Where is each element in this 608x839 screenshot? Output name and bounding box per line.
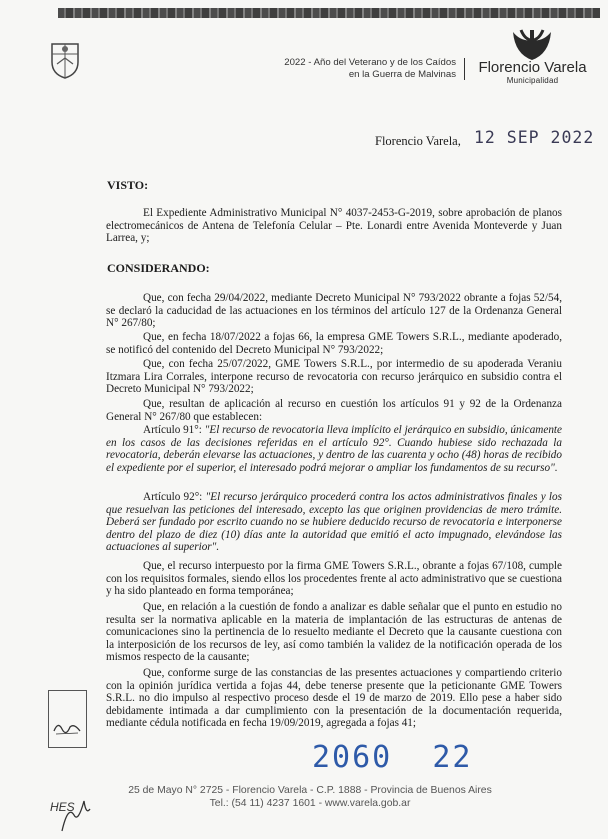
- brand-name: Florencio Varela: [478, 59, 587, 76]
- marginal-signature-icon: [58, 795, 94, 835]
- resolution-number: [312, 740, 473, 775]
- margin-approval-stamp: [48, 690, 87, 748]
- dateline-place: Florencio Varela,: [375, 134, 461, 148]
- considerando-p5: Que, el recurso interpuesto por la firma GME Towers S.R.L., obrante a fojas 67/108, cumple con los requisitos formales, siendo ellos los procedentes frente al acto administrativo que se cuestiona y ha sido planteado en forma temporánea;: [106, 560, 562, 598]
- considerando-p4: Que, resultan de aplicación al recurso en cuestión los artículos 91 y 92 de la Ordenanza General N° 267/80 que establecen:: [106, 398, 562, 423]
- year-slogan: [250, 57, 456, 81]
- scan-top-edge: [58, 8, 600, 18]
- header-divider: [464, 58, 465, 80]
- municipality-brand: [475, 60, 590, 85]
- visto-paragraph: El Expediente Administrativo Municipal N° 4037-2453-G-2019, sobre aprobación de planos electromecánicos de Antena de Telefonía Celular – Pte. Lonardi entre Avenida Monteverde y Juan Larrea, y;: [106, 207, 562, 245]
- slogan-line-2: en la Guerra de Malvinas: [348, 69, 456, 80]
- article-92: [106, 491, 562, 554]
- visto-heading: VISTO:: [107, 178, 149, 192]
- article-91: [106, 424, 562, 474]
- article-92-label: Artículo 92°:: [143, 491, 203, 503]
- footer-address: 25 de Mayo N° 2725 - Florencio Varela - C.P. 1888 - Provincia de Buenos Aires: [128, 785, 492, 796]
- article-91-label: Artículo 91°:: [143, 424, 202, 436]
- considerando-p7: Que, conforme surge de las constancias de las presentes actuaciones y compartiendo criterio con la opinión jurídica vertida a fojas 44, debe tenerse presente que la peticionante GME Towers S.R.L. no dio impulso al respectivo proceso desde el 19 de marzo de 2019. Ello pese a haber sido debidamente intimada a dar cumplimiento con la presentación de la documentación requerida, mediante cédula notificada en fecha 19/09/2019, agregada a fojas 41;: [106, 667, 562, 730]
- article-92-text: "El recurso jerárquico procederá contra los actos administrativos finales y los que resuelvan las peticiones del interesado, excepto las que originen providencias de mero trámite. Deberá ser fundado por escrito cuando no se hubiere deducido recurso de revocatoria e interponerse dentro del plazo de diez (10) días ante la autoridad que emitió el acto impugnado, elevándose las actuaciones al superior".: [106, 491, 562, 554]
- coat-of-arms-icon: [48, 40, 82, 80]
- considerando-p1: Que, con fecha 29/04/2022, mediante Decreto Municipal N° 793/2022 obrante a fojas 52/54, se declaró la caducidad de las actuaciones en los términos del artículo 127 de la Ordenanza General N° 267/80;: [106, 292, 562, 330]
- brand-subtitle: Municipalidad: [506, 76, 559, 85]
- considerando-p6: Que, en relación a la cuestión de fondo a analizar es dable señalar que el punto en estudio no resulta ser la normativa aplicable en la materia de implantación de las estructuras de antenas de comunicaciones sino la pertinencia de lo resuelto mediante el Decreto que la causante cuestiona con la interposición de los recursos de ley, así como también la validez de la notificación operada de los mismos respecto de la causante;: [106, 601, 562, 664]
- marginal-note: HES: [50, 800, 75, 814]
- date-stamp: 12 SEP 2022: [474, 128, 595, 147]
- considerando-p3: Que, con fecha 25/07/2022, GME Towers S.R.L., por intermedio de su apoderada Veraniu Itzmara Lira Corrales, interpone recurso de revocatoria con recurso jerárquico en subsidio contra el Decreto Municipal N° 793/2022;: [106, 358, 562, 396]
- margin-signature-icon: [52, 719, 82, 737]
- considerando-heading: CONSIDERANDO:: [107, 261, 210, 275]
- resolution-number-year: 22: [432, 740, 473, 775]
- resolution-number-main: 2060: [312, 740, 393, 775]
- footer-contact: Tel.: (54 11) 4237 1601 - www.varela.gob.ar: [209, 798, 411, 809]
- article-91-text: "El recurso de revocatoria lleva implícito el jerárquico en subsidio, únicamente en los casos de las decisiones referidas en el artículo 92°. Cuando hubiese sido rechazada la revocatoria, deberán elevarse las actuaciones, y dentro de las cuarenta y ocho (48) horas de recibido el expediente por el superior, el interesado podrá mejorar o ampliar los fundamentos de su recurso".: [106, 424, 562, 474]
- considerando-p2: Que, en fecha 18/07/2022 a fojas 66, la empresa GME Towers S.R.L., mediante apoderado, se notificó del contenido del Decreto Municipal N° 793/2022;: [106, 331, 562, 356]
- slogan-line-1: 2022 - Año del Veterano y de los Caídos: [284, 57, 456, 68]
